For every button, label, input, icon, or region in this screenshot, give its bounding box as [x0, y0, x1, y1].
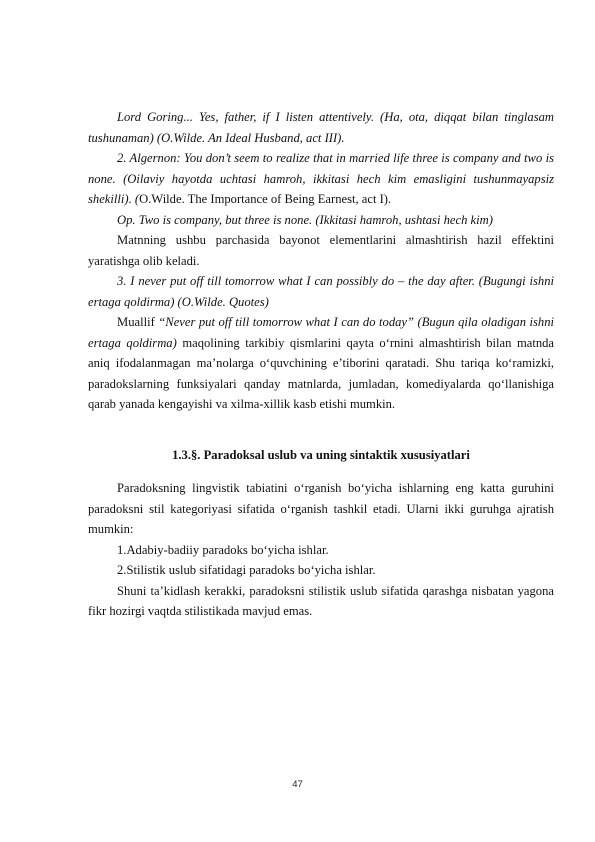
text-run: 2. Algernon: You don’t seem to realize that in married life three is company and two is none. (: [88, 151, 554, 186]
list-item: 2.Stilistik uslub sifatidagi paradoks bo‘yicha ishlar.: [117, 563, 376, 577]
paragraph-comment: [88, 230, 554, 271]
text-run: Oilaviy hayotda uchtasi hamroh, ikkitasi hech kim emasligini tushunmayapsiz shekilli). (: [88, 171, 554, 206]
list-item: 1.Adabiy-badiiy paradoks bo‘yicha ishlar.: [117, 542, 329, 557]
text-run: O.Wilde. The Importance of Being Earnest, act I).: [139, 192, 392, 206]
text-run: “Never put off till tomorrow what I can do today” (Bugun qila oladigan ishni ertaga qoldirma): [88, 315, 554, 350]
spacer: [88, 465, 554, 478]
page-number: 47: [292, 779, 303, 790]
paragraph-lord-goring: [88, 107, 554, 148]
text-run: Op. Two is company, but three is none. (Ikkitasi hamroh, ushtasi hech kim): [117, 212, 493, 227]
paragraph-intro: Paradoksning lingvistik tabiatini o‘rganish bo‘yicha ishlarning eng katta guruhini paradoksni stil kategoriyasi sifatida o‘rganish tashkil etadi. Ularni ikki guruhga ajratish mumkin:: [88, 481, 554, 536]
text-run: Lord Goring... Yes, father, if I listen attentively. (Ha, ota, diqqat bilan tinglasam tushunaman) (O.Wilde. An Ideal Husband, act III).: [88, 110, 554, 145]
text-run: 3. I never put off till tomorrow what I can possibly do – the day after. (Bugungi ishni ertaga qoldirma) (O.Wilde. Quotes): [88, 274, 554, 309]
paragraph-algernon: [88, 148, 554, 210]
page-body: [88, 107, 554, 622]
section-heading: 1.3.§. Paradoksal uslub va uning sintaktik xususiyatlari: [172, 447, 470, 462]
paragraph-muallif: [88, 312, 554, 415]
text-run: maqolining tarkibiy qismlarini qayta o‘rnini almashtirish bilan matnda aniq ifodalanmagan ma’nolarga o‘quvchining e’tiborini qaratadi. Shu tariqa ko‘ramizki, paradokslarning funksiyalari qanday matnlarda, jumladan, komediyalarda qo‘llanishiga qarab yanada kengayishi va xilma-xillik kasb etishi mumkin.: [88, 335, 555, 411]
paragraph-conclusion: Shuni ta’kidlash kerakki, paradoksni stilistik uslub sifatida qarashga nisbatan yagona fikr hozirgi vaqtda stilistikada mavjud emas.: [88, 583, 554, 618]
paragraph-example-3: [88, 271, 554, 312]
text-run: Muallif: [117, 315, 159, 329]
paragraph-op: [88, 210, 554, 231]
spacer: [88, 415, 554, 428]
text-run: Matnning ushbu parchasida bayonot elementlarini almashtirish hazil effektini yaratishga olib keladi.: [88, 233, 554, 268]
